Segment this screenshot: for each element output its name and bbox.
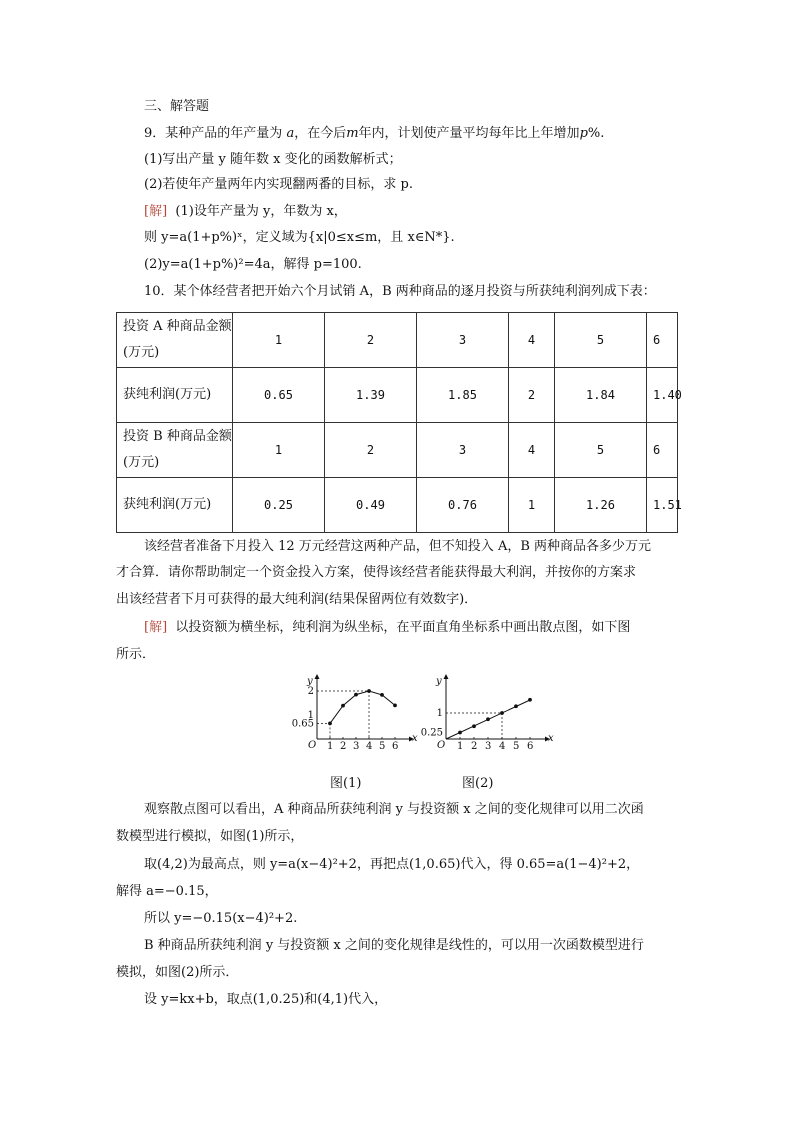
table-row-label: 投资 A 种商品金额(万元) — [117, 313, 233, 368]
data-point — [472, 724, 476, 728]
data-point — [486, 717, 490, 721]
solution-tag: [解] — [144, 204, 168, 219]
table-cell: 2 — [509, 368, 555, 423]
x-tick-label: 6 — [392, 741, 399, 752]
y-tick-label: 2 — [307, 686, 314, 697]
table-row — [117, 478, 678, 533]
x-tick-label: 3 — [485, 741, 492, 752]
derivation-line2: 解得 a=−0.15， — [116, 884, 218, 899]
table-cell: 2 — [325, 313, 417, 368]
table-cell: 3 — [417, 313, 509, 368]
table-cell: 5 — [555, 423, 647, 478]
table-cell: 0.65 — [233, 368, 325, 423]
table-cell: 1 — [509, 478, 555, 533]
y-axis-arrow — [315, 674, 320, 679]
x-tick-label: 2 — [340, 741, 347, 752]
table-row-label: 投资 B 种商品金额(万元) — [117, 423, 233, 478]
table-cell: 4 — [509, 313, 555, 368]
derivation-line1: 取(4,2)为最高点，则 y=a(x−4)²+2，再把点(1,0.65)代入，得 0.65=a(1−4)²+2， — [144, 857, 640, 872]
fig2-caption: 图(2) — [462, 776, 494, 791]
b-model-line3: 设 y=kx+b，取点(1,0.25)和(4,1)代入， — [144, 992, 388, 1007]
table-cell: 1.84 — [555, 368, 647, 423]
x-tick-label: 4 — [366, 741, 373, 752]
section-title: 三、解答题 — [144, 99, 210, 114]
series-line — [330, 691, 395, 723]
y-tick-label: 0.65 — [291, 718, 314, 730]
x-tick-label: 1 — [327, 741, 334, 752]
data-point — [354, 693, 358, 697]
q9-stem: 9．某种产品的年产量为 a，在今后m年内，计划使产量平均每年比上年增加p%. — [144, 126, 605, 141]
q10-number: 10． — [144, 284, 174, 299]
table-row — [117, 313, 678, 368]
q9-number: 9． — [144, 126, 166, 141]
data-point — [514, 704, 518, 708]
q10-paragraph-line1: 该经营者准备下月投入 12 万元经营这两种产品，但不知投入 A，B 两种商品各多少万元 — [144, 539, 652, 554]
table-row-label: 获纯利润(万元) — [117, 368, 233, 423]
data-point — [500, 711, 504, 715]
q9-solution-line2: 则 y=a(1+p%)ˣ，定义域为{x|0≤x≤m，且 x∈N*}. — [144, 230, 455, 245]
x-tick-label: 5 — [513, 741, 520, 752]
observation-line1: 观察散点图可以看出，A 种商品所获纯利润 y 与投资额 x 之间的变化规律可以用二次函 — [144, 802, 644, 817]
solution-tag: [解] — [144, 620, 168, 635]
data-point — [380, 693, 384, 697]
table-cell: 2 — [325, 423, 417, 478]
table-cell: 6 — [647, 313, 678, 368]
y-tick-label: 1 — [436, 708, 443, 719]
q10-paragraph-line2: 才合算．请你帮助制定一个资金投入方案，使得该经营者能获得最大利润，并按你的方案求 — [116, 565, 637, 580]
derivation-line3: 所以 y=−0.15(x−4)²+2. — [144, 911, 298, 926]
q10-stem: 10．某个体经营者把开始六个月试销 A，B 两种商品的逐月投资与所获纯利润列成下表： — [144, 284, 656, 299]
table-cell: 1.39 — [325, 368, 417, 423]
x-axis-label: x — [412, 733, 418, 744]
table-cell: 0.49 — [325, 478, 417, 533]
y-axis-label: y — [307, 676, 313, 687]
table-cell: 1.51 — [647, 478, 678, 533]
q9-solution-line1: [解] (1)设年产量为 y，年数为 x， — [144, 204, 347, 219]
scatter-chart-fig1 — [285, 672, 418, 760]
fig1-caption: 图(1) — [330, 776, 362, 791]
q9-part1: (1)写出产量 y 随年数 x 变化的函数解析式； — [144, 152, 402, 167]
data-point — [341, 704, 345, 708]
table-cell: 3 — [417, 423, 509, 478]
table-cell: 6 — [647, 423, 678, 478]
table-cell: 4 — [509, 423, 555, 478]
x-tick-label: 4 — [499, 741, 506, 752]
data-point — [528, 698, 532, 702]
q9-solution-line3: (2)y=a(1+p%)²=4a，解得 p=100. — [144, 257, 362, 272]
y-axis-label: y — [436, 676, 442, 687]
table-cell: 0.25 — [233, 478, 325, 533]
x-tick-label: 3 — [353, 741, 360, 752]
table-cell: 1 — [233, 313, 325, 368]
x-tick-label: 1 — [457, 741, 464, 752]
x-tick-label: 2 — [471, 741, 478, 752]
observation-line2: 数模型进行模拟，如图(1)所示， — [116, 829, 304, 844]
origin-label: O — [437, 740, 446, 751]
b-model-line1: B 种商品所获纯利润 y 与投资额 x 之间的变化规律是线性的，可以用一次函数模型进行 — [144, 938, 644, 953]
table-cell: 1.40 — [647, 368, 678, 423]
y-tick-label: 1 — [307, 710, 314, 721]
table-cell: 1.26 — [555, 478, 647, 533]
data-point — [367, 689, 371, 693]
x-axis-label: x — [548, 733, 554, 744]
q9-part2: (2)若使年产量两年内实现翻两番的目标，求 p. — [144, 177, 414, 192]
q10-paragraph-line3: 出该经营者下月可获得的最大纯利润(结果保留两位有效数字)． — [116, 592, 478, 607]
x-tick-label: 5 — [379, 741, 386, 752]
y-axis-arrow — [444, 674, 449, 679]
table-row — [117, 368, 678, 423]
table-row-label: 获纯利润(万元) — [117, 478, 233, 533]
table-cell: 0.76 — [417, 478, 509, 533]
y-tick-label: 0.25 — [420, 727, 443, 739]
table-cell: 1.85 — [417, 368, 509, 423]
origin-label: O — [308, 740, 317, 751]
x-tick-label: 6 — [527, 741, 534, 752]
investment-table — [116, 312, 682, 533]
q10-solution-line2: 所示． — [116, 647, 156, 662]
data-point — [458, 731, 462, 735]
scatter-chart-fig2 — [418, 672, 554, 760]
table-cell: 5 — [555, 313, 647, 368]
b-model-line2: 模拟，如图(2)所示． — [116, 965, 239, 980]
table-cell: 1 — [233, 423, 325, 478]
table-row — [117, 423, 678, 478]
q10-solution-line1: [解] 以投资额为横坐标，纯利润为纵坐标，在平面直角坐标系中画出散点图，如下图 — [144, 620, 631, 635]
data-point — [328, 722, 332, 726]
data-point — [393, 704, 397, 708]
